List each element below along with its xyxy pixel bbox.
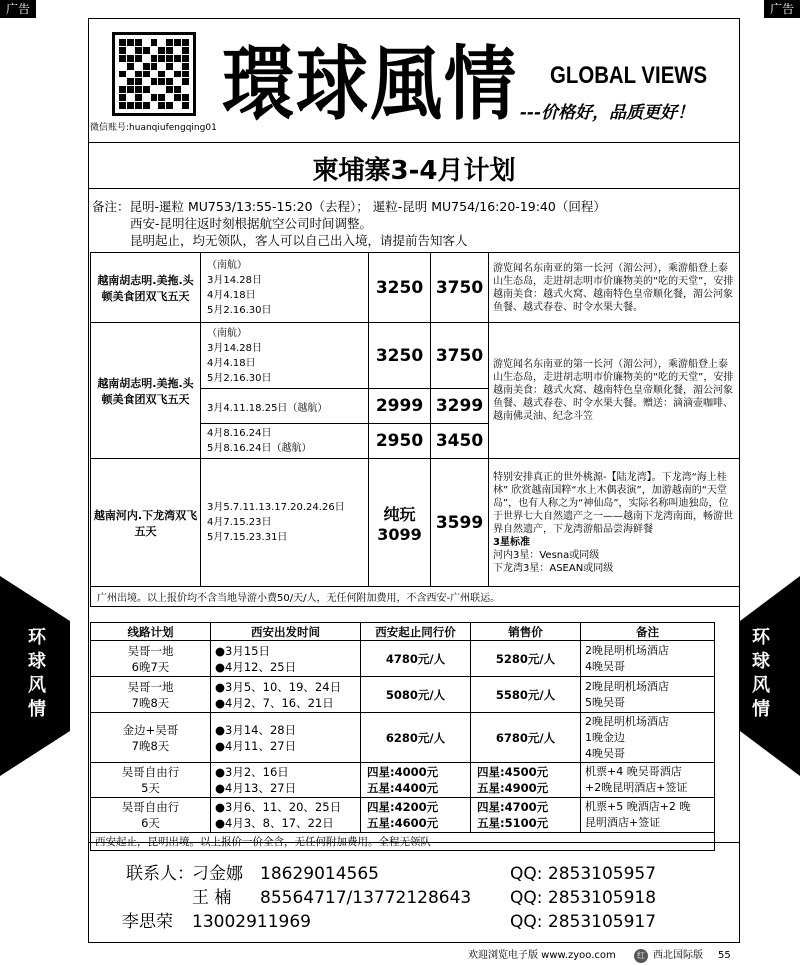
- price-line: 五星:4900元: [477, 781, 549, 795]
- brand-logo-text: 環球風情: [222, 36, 519, 132]
- route-line: 吴哥一地: [127, 643, 174, 658]
- price-line: 5580元/人: [495, 687, 556, 702]
- route-line: 吴哥自由行: [121, 765, 180, 779]
- note-cell: [581, 677, 715, 713]
- title-divider: [88, 188, 740, 189]
- table-row: [91, 323, 740, 389]
- date-line: 5月2.16.30日: [207, 372, 272, 384]
- price-cell: 3250: [369, 253, 431, 323]
- date-line: ●4月2、7、16、21日: [215, 695, 334, 710]
- footer-website: 欢迎浏览电子版 www.zyoo.com: [468, 950, 616, 961]
- dates-cell: [201, 459, 369, 587]
- column-header: 备注: [581, 623, 715, 641]
- route-cell: [91, 459, 201, 587]
- table-row: [91, 641, 715, 677]
- column-header: 西安起止同行价: [361, 623, 471, 641]
- column-header: 线路计划: [91, 623, 211, 641]
- desc-cell: [489, 459, 740, 587]
- footer-bar: [0, 947, 800, 965]
- route-line: 6晚7天: [131, 659, 170, 674]
- side-banner-left: [0, 576, 70, 776]
- date-line: 4月7.15.23日: [207, 517, 272, 528]
- ad-tag-right: 广告: [764, 0, 800, 18]
- price-line: 5080元/人: [385, 687, 446, 702]
- contacts-label: 联系人：: [126, 864, 194, 884]
- note-line: 2晚昆明机场酒店: [585, 643, 669, 657]
- date-line: ●3月6、11、20、25日: [215, 800, 342, 814]
- date-line: 5月7.15.23.31日: [207, 532, 288, 543]
- table-row: [91, 713, 715, 763]
- column-header: 西安出发时间: [211, 623, 361, 641]
- note-line-1: 备注：昆明-暹粒 MU753/13:55-15:20（去程）； 暹粒-昆明 MU754/16:20-19:40（回程）: [92, 199, 606, 214]
- note-line: 昆明酒店+签证: [585, 816, 661, 829]
- date-line: ●4月3、8、17、22日: [215, 816, 334, 830]
- contact-qq: QQ: 2853105918: [510, 888, 657, 908]
- contact-name: 刁金娜: [192, 864, 243, 884]
- contact-name: 王 楠: [192, 888, 232, 908]
- price-line: 6780元/人: [495, 730, 556, 745]
- date-line: 3月14.28日: [207, 274, 262, 286]
- table-row: [91, 763, 715, 798]
- column-header: 销售价: [471, 623, 581, 641]
- price-cell: 3599: [431, 459, 489, 587]
- table-header-row: [91, 623, 715, 641]
- route-line: 7晚8天: [131, 695, 170, 710]
- dates-cell: [211, 677, 361, 713]
- price-line: 五星:4400元: [367, 781, 439, 795]
- price-line: 四星:4500元: [477, 765, 549, 779]
- price-cell: 3250: [369, 323, 431, 389]
- note-line: 机票+5 晚酒店+2 晚: [585, 800, 691, 813]
- dates-cell: [201, 389, 369, 424]
- notes: [92, 198, 606, 249]
- note-cell: [581, 641, 715, 677]
- dates-cell: [201, 323, 369, 389]
- contact-row: [126, 862, 656, 886]
- route-name: 越南胡志明.美拖.头顿美食团双飞五天: [97, 273, 194, 303]
- dates-cell: [201, 253, 369, 323]
- note-line: 4晚吴哥: [585, 659, 625, 673]
- vietnam-table: [90, 252, 740, 607]
- price-cell: 3750: [431, 323, 489, 389]
- table-footer: 西安起止，昆明出境。以上报价一价全含，无任何附加费用。全程无领队: [91, 833, 715, 851]
- price-cell: 纯玩3099: [369, 459, 431, 587]
- note-line: 4晚吴哥: [585, 746, 625, 760]
- date-line: ●4月12、25日: [215, 659, 297, 674]
- price-line: 四星:4700元: [477, 800, 549, 814]
- route-cell: [91, 798, 211, 833]
- price-line: 四星:4200元: [367, 800, 439, 814]
- dates-cell: [211, 713, 361, 763]
- price-cell: 3450: [431, 424, 489, 459]
- global-views-text: GLOBAL VIEWS: [550, 62, 708, 89]
- route-cell: [91, 713, 211, 763]
- contact-phone: 13002911969: [192, 912, 311, 932]
- route-name: 越南胡志明.美拖.头顿美食团双飞五天: [97, 376, 194, 406]
- route-cell: [91, 641, 211, 677]
- price-cell: 2950: [369, 424, 431, 459]
- date-line: 5月8.16.24日（越航）: [207, 443, 312, 454]
- side-label-left: 环球风情: [28, 627, 46, 720]
- note-line: 1晚金边: [585, 730, 625, 744]
- table-row: [91, 253, 740, 323]
- date-line: （南航）: [207, 259, 247, 271]
- contact-qq: QQ: 2853105917: [510, 912, 657, 932]
- date-line: 4月8.16.24日: [207, 428, 272, 439]
- dates-cell: [201, 424, 369, 459]
- dates-cell: [211, 641, 361, 677]
- table-row: [91, 798, 715, 833]
- wechat-id: huanqiufengqing01: [129, 123, 217, 133]
- route-line: 6天: [141, 816, 160, 830]
- price-line: 5280元/人: [495, 651, 556, 666]
- ad-tag-left: 广告: [0, 0, 36, 18]
- header-divider: [88, 142, 740, 143]
- note-line: 2晚昆明机场酒店: [585, 714, 669, 728]
- wechat-label: 微信账号:: [90, 123, 130, 133]
- standard-line: 河内3星：Vesna或同级: [493, 549, 600, 561]
- desc-text: 特别安排真正的世外桃源-【陆龙湾】。下龙湾“海上桂林” 欣赏越南国粹“水上木偶表演”，加游越南的“天堂岛”，也有人称之为“神仙岛”，实际名称叫迪独岛，位于世界七大自然遗产之一——越南下龙湾南面，畅游世界自然遗产，下龙湾游船品尝海鲜餐: [493, 471, 733, 535]
- date-line: ●3月15日: [215, 643, 270, 658]
- trade-price-cell: [361, 641, 471, 677]
- price-line: 6280元/人: [385, 730, 446, 745]
- table-row: [91, 677, 715, 713]
- route-line: 吴哥自由行: [121, 800, 180, 814]
- note-line-2: 西安-昆明往返时刻根据航空公司时间调整。: [130, 216, 373, 231]
- date-line: （南航）: [207, 327, 247, 339]
- route-line: 金边+吴哥: [122, 722, 179, 737]
- table-footer: 广州出境。以上报价均不含当地导游小费50/天/人，无任何附加费用，不含西安-广州联运。: [91, 587, 740, 607]
- sale-price-cell: [471, 641, 581, 677]
- price-line: 五星:5100元: [477, 816, 549, 830]
- wechat-account: [90, 120, 217, 133]
- route-cell: [91, 323, 201, 459]
- contact-row: [122, 910, 657, 934]
- date-line: 4月4.18日: [207, 357, 256, 369]
- date-line: ●4月13、27日: [215, 781, 297, 795]
- price-line: 4780元/人: [385, 651, 446, 666]
- note-line: 2晚昆明机场酒店: [585, 679, 669, 693]
- date-line: 3月14.28日: [207, 342, 262, 354]
- date-line: 3月5.7.11.13.17.20.24.26日: [207, 502, 345, 513]
- table-footer-row: [91, 587, 740, 607]
- route-cell: [91, 677, 211, 713]
- dates-cell: [211, 798, 361, 833]
- page-number: 55: [718, 950, 731, 961]
- price-line: 五星:4600元: [367, 816, 439, 830]
- side-banner-right: [740, 576, 800, 776]
- note-cell: [581, 763, 715, 798]
- note-line: 机票+4 晚吴哥酒店: [585, 765, 682, 778]
- footer-section: 西北国际版: [653, 950, 703, 961]
- date-line: 3月4.11.18.25日（越航）: [207, 402, 328, 414]
- date-line: 5月2.16.30日: [207, 304, 272, 316]
- contacts: [122, 862, 657, 934]
- price-line: 四星:4000元: [367, 765, 439, 779]
- note-line-3: 昆明起止，均无领队，客人可以自己出入境，请提前告知客人: [130, 233, 468, 248]
- date-line: ●3月14、28日: [215, 722, 297, 737]
- contact-phone: 18629014565: [260, 864, 379, 884]
- date-line: ●3月2、16日: [215, 765, 289, 779]
- contact-qq: QQ: 2853105957: [510, 864, 657, 884]
- date-line: ●4月11、27日: [215, 738, 297, 753]
- side-label-right: 环球风情: [752, 627, 770, 720]
- angkor-table: [90, 622, 715, 851]
- slogan: ---价格好，品质更好！: [520, 103, 695, 123]
- route-cell: [91, 763, 211, 798]
- note-line: 5晚吴哥: [585, 695, 625, 709]
- sale-price-cell: [471, 763, 581, 798]
- route-name: 越南河内.下龙湾双飞五天: [93, 508, 198, 538]
- price-cell: 3299: [431, 389, 489, 424]
- note-cell: [581, 798, 715, 833]
- desc-cell: 游览闻名东南亚的第一长河（湄公河），乘游船登上泰山生态岛，走进胡志明市价廉物美的“吃的天堂”，安排越南美食：越式火窝、越南特色皇帝顺化餐，湄公河象鱼餐、越式春卷、时令水果大餐。: [489, 253, 740, 323]
- standard-line: 下龙湾3星：ASEAN或同级: [493, 562, 614, 574]
- trade-price-cell: [361, 713, 471, 763]
- route-line: 5天: [141, 781, 160, 795]
- contact-name: 李思荣: [122, 912, 173, 932]
- qr-code: [112, 32, 196, 116]
- trade-price-cell: [361, 677, 471, 713]
- page-title: 柬埔寨3-4月计划: [312, 156, 516, 186]
- date-line: ●3月5、10、19、24日: [215, 679, 342, 694]
- route-line: 吴哥一地: [127, 679, 174, 694]
- contact-row: [126, 886, 656, 910]
- contact-phone: 85564717/13772128643: [260, 888, 472, 908]
- sale-price-cell: [471, 798, 581, 833]
- price-cell: 3750: [431, 253, 489, 323]
- footer-badge: 红: [634, 949, 648, 963]
- sale-price-cell: [471, 677, 581, 713]
- trade-price-cell: [361, 798, 471, 833]
- date-line: 4月4.18日: [207, 289, 256, 301]
- desc-cell: 游览闻名东南亚的第一长河（湄公河），乘游船登上泰山生态岛，走进胡志明市价廉物美的“吃的天堂”，安排越南美食：越式火窝、越南特色皇帝顺化餐，湄公河象鱼餐、越式春卷、时令水果大餐。赠送：滴滴壶咖啡、越南佛灵油、纪念斗笠: [489, 323, 740, 459]
- standard-title: 3星标准: [493, 536, 530, 548]
- sale-price-cell: [471, 713, 581, 763]
- route-cell: [91, 253, 201, 323]
- dates-cell: [211, 763, 361, 798]
- note-cell: [581, 713, 715, 763]
- note-line: +2晚昆明酒店+签证: [585, 781, 688, 794]
- route-line: 7晚8天: [131, 738, 170, 753]
- price-cell: 2999: [369, 389, 431, 424]
- trade-price-cell: [361, 763, 471, 798]
- table-row: [91, 459, 740, 587]
